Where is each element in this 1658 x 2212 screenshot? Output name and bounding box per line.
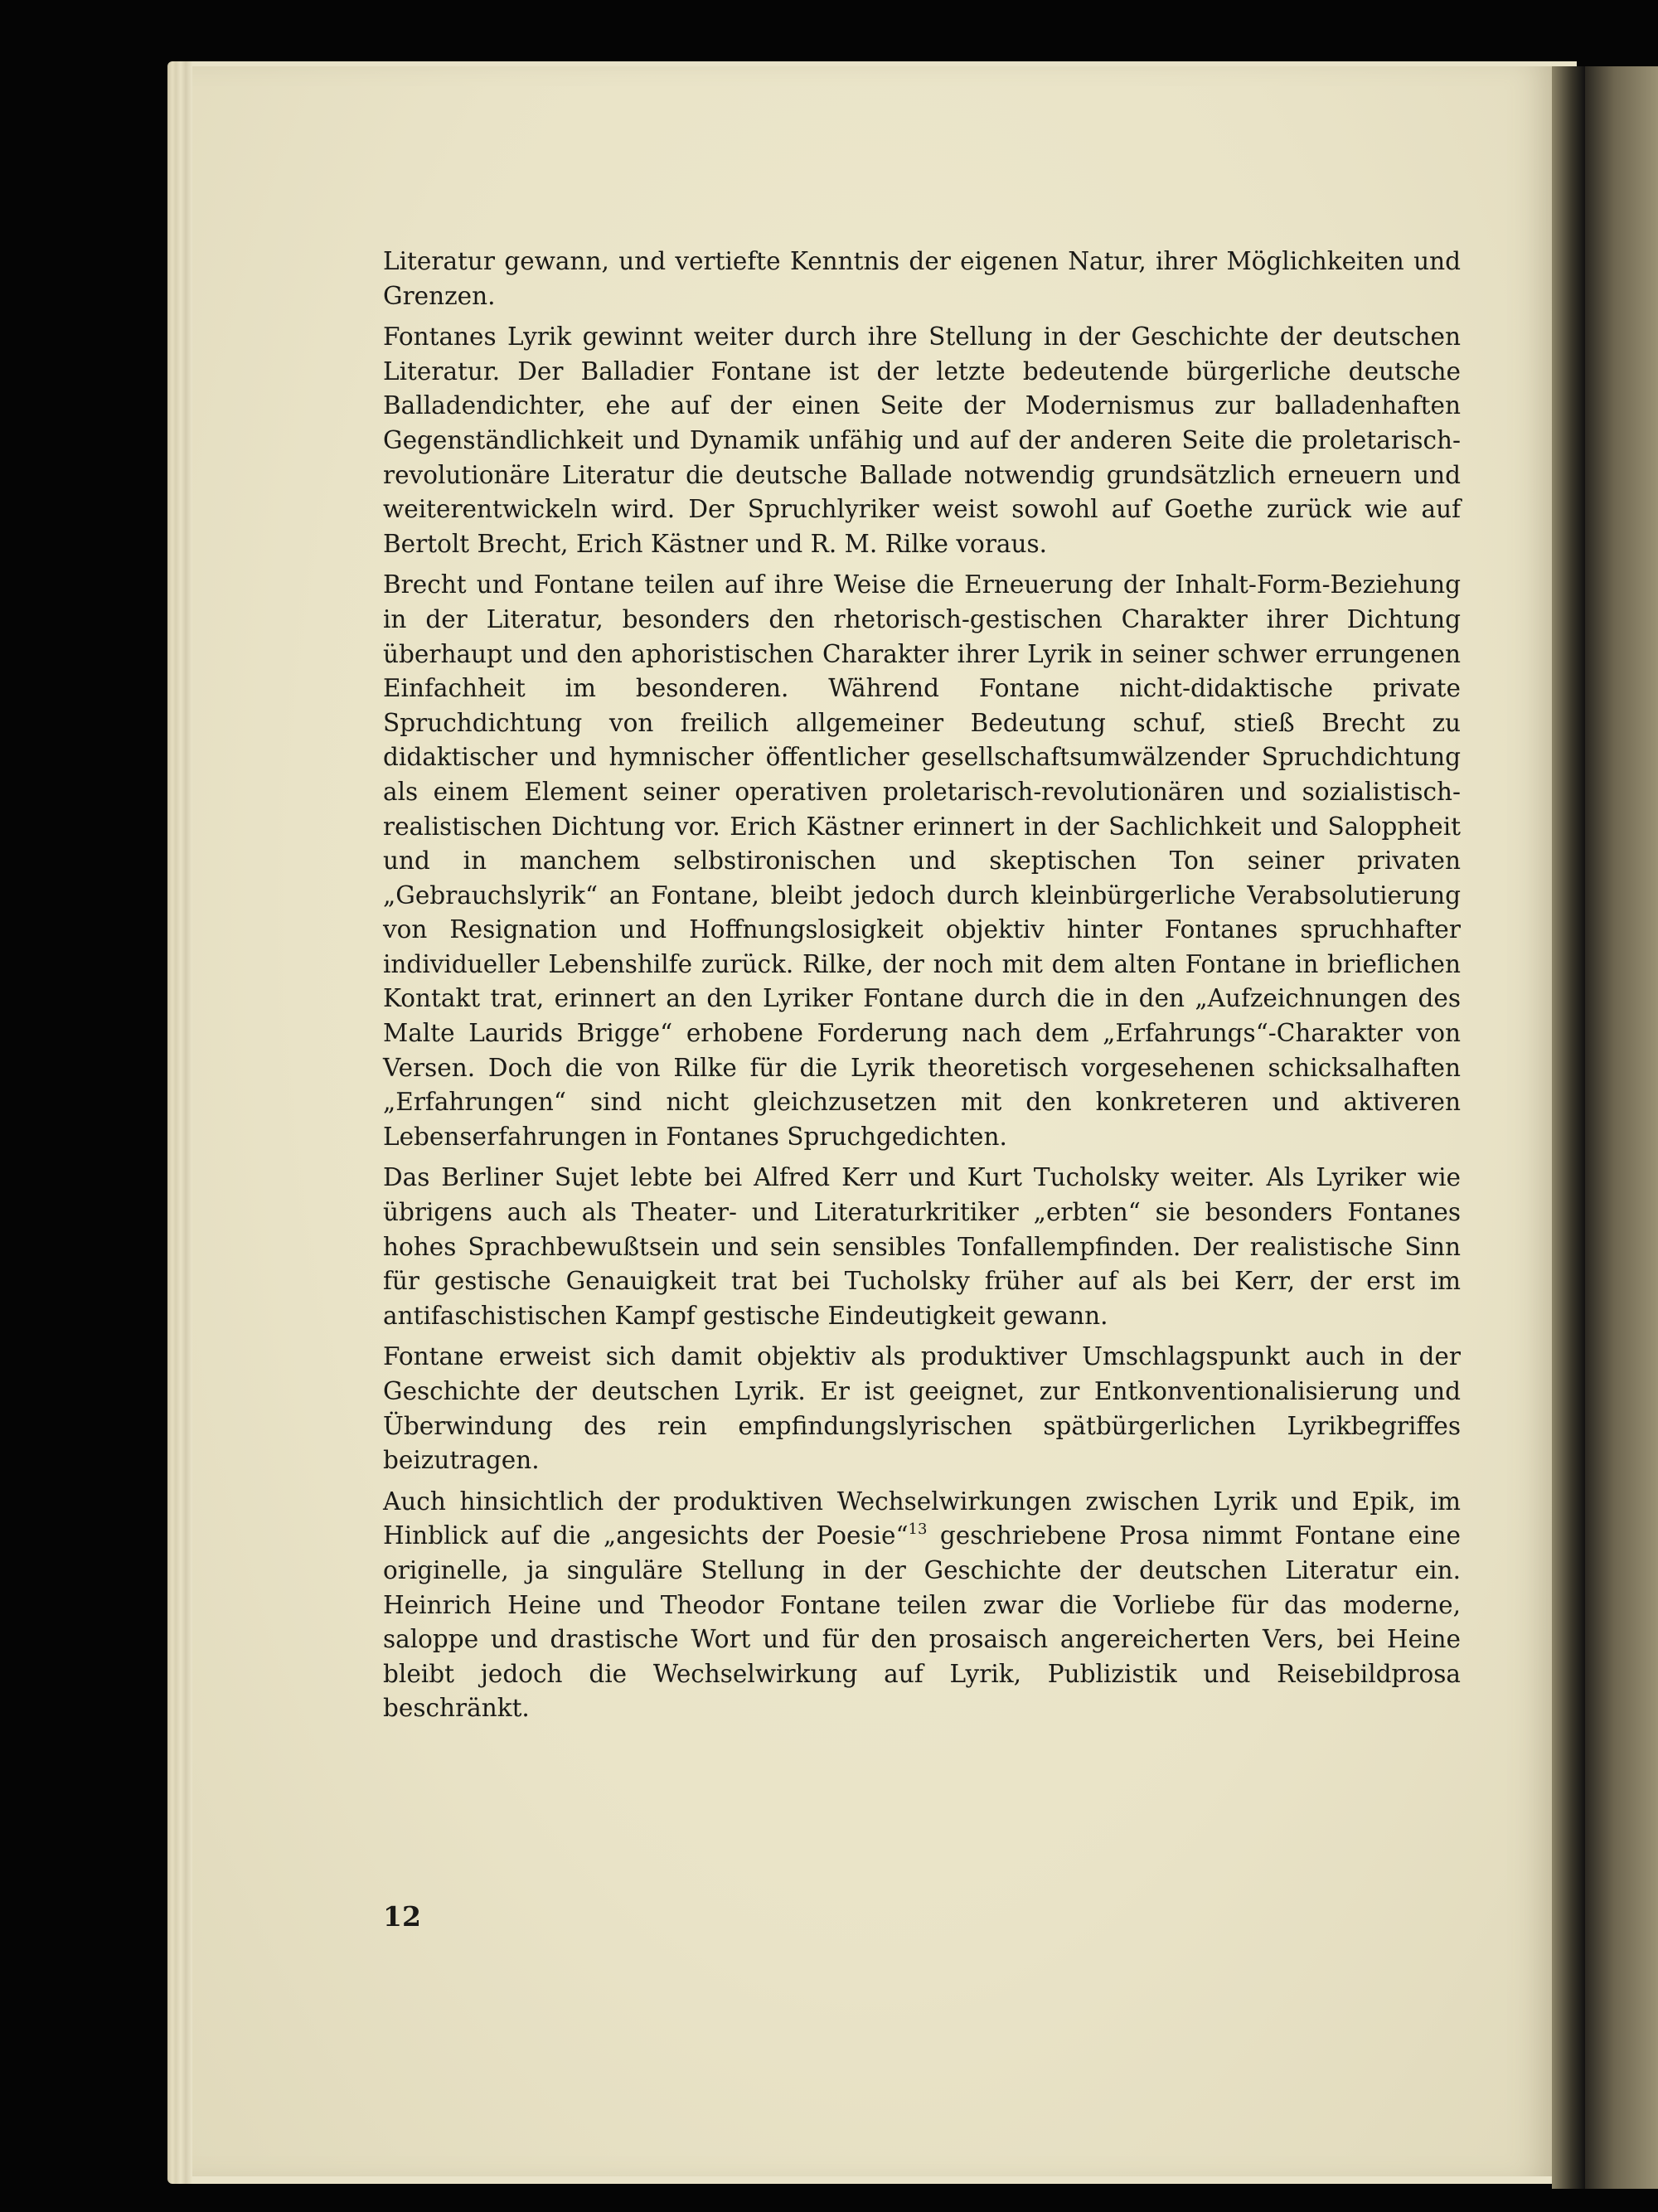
paragraph-3: Brecht und Fontane teilen auf ihre Weise die Erneuerung der Inhalt-Form-Beziehung in der Literatur, besonders den rhetorisch-gestischen Charakter ihrer Dichtung überhaupt und den aphoristischen Charakter ihrer Lyrik in seiner schwer errungenen Einfachheit im besonderen. Während Fontane nicht-didaktische private Spruchdichtung von freilich allgemeiner Bedeutung schuf, stieß Brecht zu didaktischer und hymnischer öffentlicher gesellschaftsumwälzender Spruchdichtung als einem Element seiner operativen proletarisch-revolutionären und sozialistisch-realistischen Dichtung vor. Erich Kästner erinnert in der Sachlichkeit und Saloppheit und in manchem selbstironischen und skeptischen Ton seiner privaten „Gebrauchslyrik“ an Fontane, bleibt jedoch durch kleinbürgerliche Verabsolutierung von Resignation und Hoffnungslosigkeit objektiv hinter Fontanes spruchhafter individueller Lebenshilfe zurück. Rilke, der noch mit dem alten Fontane in brieflichen Kontakt trat, erinnert an den Lyriker Fontane durch die in den „Aufzeichnungen des Malte Laurids Brigge“ erhobene Forderung nach dem „Erfahrungs“-Charakter von Versen. Doch die von Rilke für die Lyrik theoretisch vorgesehenen schicksalhaften „Erfahrungen“ sind nicht gleichzusetzen mit den konkreteren und aktiveren Lebenserfahrungen in Fontanes Spruchgedichten. bbox=[383, 570, 1461, 1151]
facing-page-edge bbox=[1585, 66, 1658, 2189]
body-text bbox=[383, 245, 1461, 1733]
paragraph-2: Fontanes Lyrik gewinnt weiter durch ihre Stellung in der Geschichte der deutschen Literatur. Der Balladier Fontane ist der letzte bedeutende bürgerliche deutsche Balladendichter, ehe auf der einen Seite der Modernismus zur balladenhaften Gegenständlichkeit und Dynamik unfähig und auf der anderen Seite die proletarisch-revolutionäre Literatur die deutsche Ballade notwendig grundsätzlich erneuern und weiterentwickeln wird. Der Spruchlyriker weist sowohl auf Goethe zurück wie auf Bertolt Brecht, Erich Kästner und R. M. Rilke voraus. bbox=[383, 323, 1461, 558]
book-gutter bbox=[1552, 66, 1585, 2189]
paragraph-5: Fontane erweist sich damit objektiv als produktiver Umschlagspunkt auch in der Geschichte der deutschen Lyrik. Er ist geeignet, zur Entkonventionalisierung und Überwindung des rein empfindungslyrischen spätbürgerlichen Lyrikbegriffes beizutragen. bbox=[383, 1342, 1461, 1475]
paragraph-1: Literatur gewann, und vertiefte Kenntnis der eigenen Natur, ihrer Möglichkeiten und Grenzen. bbox=[383, 247, 1461, 310]
paragraph-6-start: Auch hinsichtlich der produktiven Wechselwirkungen zwischen Lyrik und Epik, im Hinblick auf die „angesichts der Poesie“ bbox=[383, 1487, 1461, 1550]
paragraph-6 bbox=[383, 1485, 1461, 1726]
paragraph-4: Das Berliner Sujet lebte bei Alfred Kerr und Kurt Tucholsky weiter. Als Lyriker wie übrigens auch als Theater- und Literaturkritiker „erbten“ sie besonders Fontanes hohes Sprachbewußtsein und sein sensibles Tonfallempfinden. Der realistische Sinn für gestische Genauigkeit trat bei Tucholsky früher auf als bei Kerr, der erst im antifaschistischen Kampf gestische Eindeutigkeit gewann. bbox=[383, 1163, 1461, 1330]
footnote-reference: 13 bbox=[908, 1521, 928, 1539]
paragraph-6-end: geschriebene Prosa nimmt Fontane eine originelle, ja singuläre Stellung in der Geschichte der deutschen Literatur ein. Heinrich Heine und Theodor Fontane teilen zwar die Vorliebe für das moderne, saloppe und drastische Wort und für den prosaisch angereicherten Vers, bei Heine bleibt jedoch die Wechselwirkung auf Lyrik, Publizistik und Reisebildprosa beschränkt. bbox=[383, 1521, 1461, 1723]
page-number: 12 bbox=[383, 1900, 421, 1933]
